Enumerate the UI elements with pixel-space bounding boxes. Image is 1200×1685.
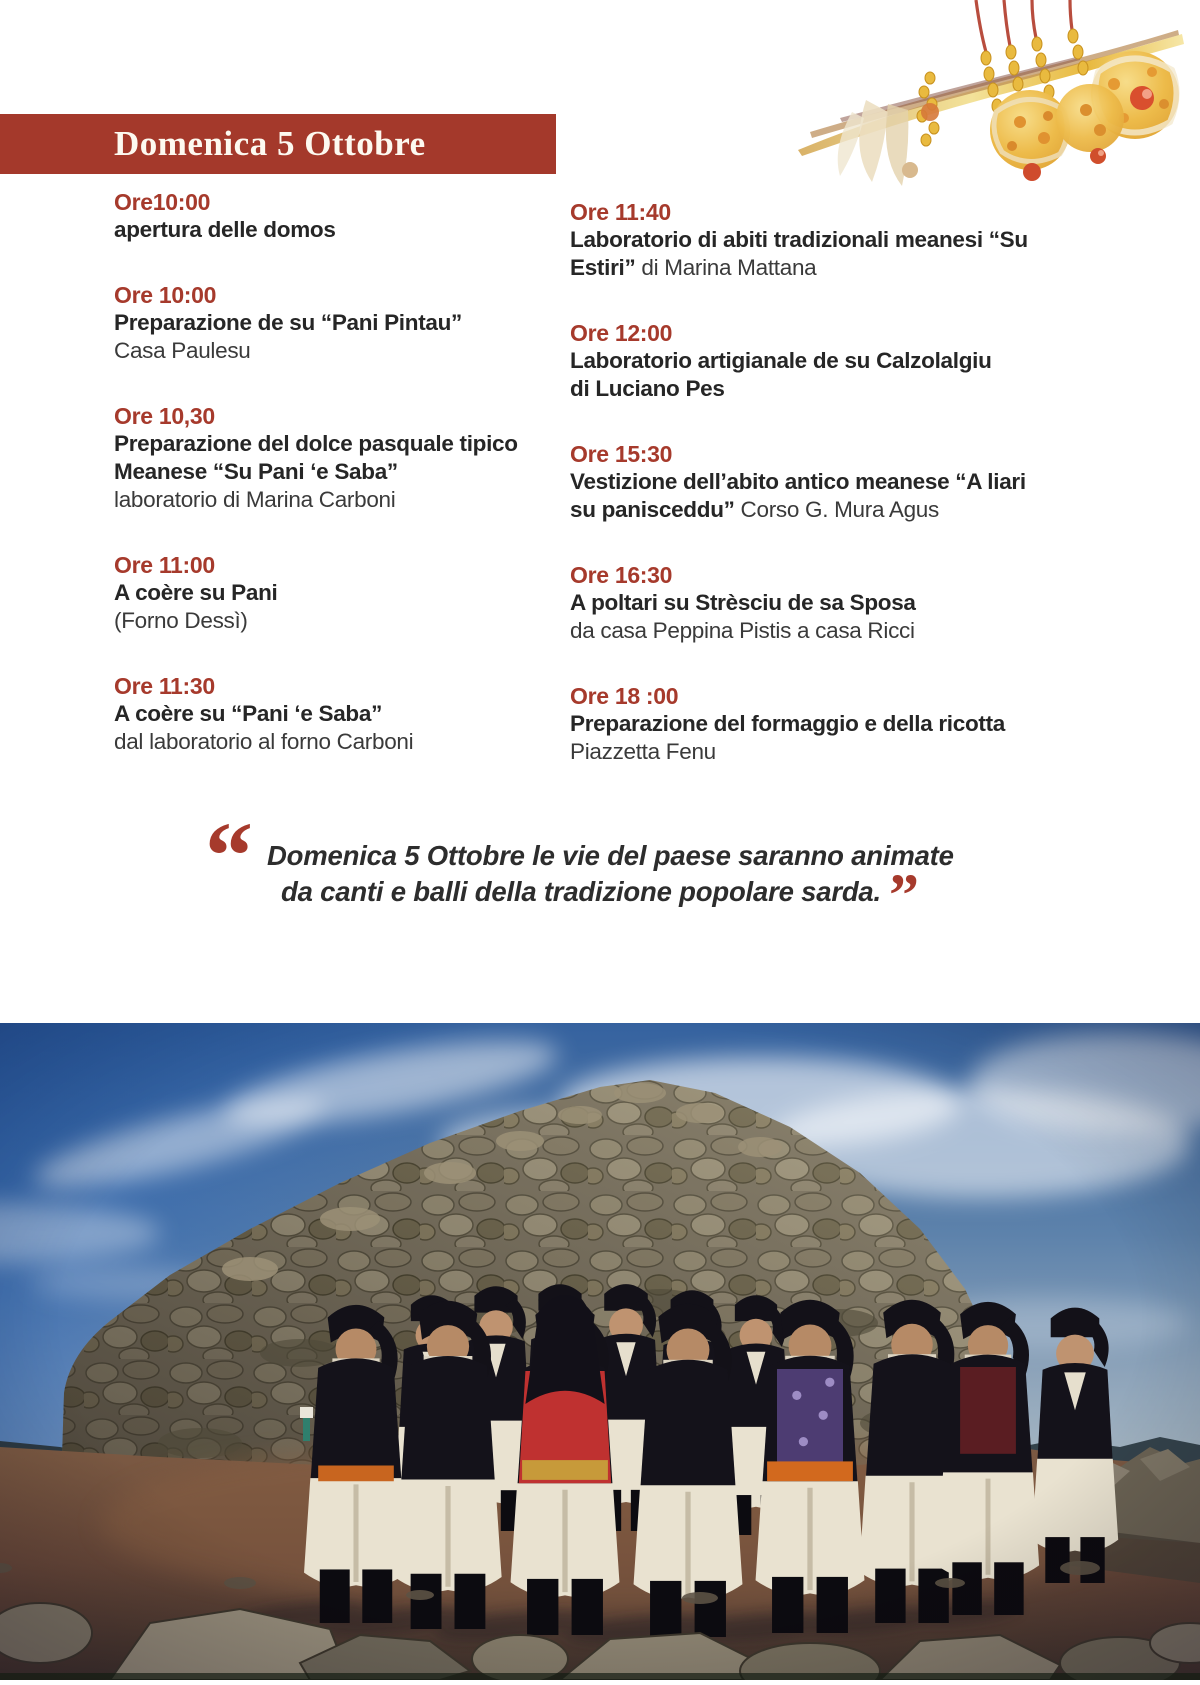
event-left-2 (114, 402, 566, 514)
event-line (570, 468, 1040, 496)
event-time: Ore 10,30 (114, 403, 215, 429)
event-title-text: Preparazione del formaggio e della ricotta (570, 711, 1006, 736)
event-line (114, 337, 566, 365)
event-detail-text: (Forno Dessì) (114, 608, 248, 633)
event-line (114, 486, 566, 514)
event-line (114, 728, 566, 756)
date-banner (0, 114, 556, 174)
event-detail-text: Casa Paulesu (114, 338, 251, 363)
event-line (570, 254, 1040, 282)
event-line (114, 458, 566, 486)
nuraghe-photo (0, 1023, 1200, 1680)
event-detail-text: Corso G. Mura Agus (734, 497, 939, 522)
event-line (114, 579, 566, 607)
event-detail-text: Piazzetta Fenu (570, 739, 716, 764)
event-title-text: Preparazione del dolce pasquale tipico (114, 431, 518, 456)
event-line (114, 607, 566, 635)
event-title-text: A coère su “Pani ‘e Saba” (114, 701, 383, 726)
event-title-text: Meanese “Su Pani ‘e Saba” (114, 459, 398, 484)
event-time: Ore 18 :00 (570, 683, 679, 709)
event-detail-text: di Marina Mattana (635, 255, 817, 280)
event-title-text: A poltari su Strèsciu de sa Sposa (570, 590, 916, 615)
event-line (570, 617, 1040, 645)
event-time: Ore 10:00 (114, 282, 217, 308)
event-line (570, 347, 1040, 375)
schedule-column-left (114, 188, 566, 793)
event-line (114, 309, 566, 337)
event-detail-text: da casa Peppina Pistis a casa Ricci (570, 618, 915, 643)
event-line (570, 496, 1040, 524)
event-title-text: Preparazione de su “Pani Pintau” (114, 310, 462, 335)
event-line (570, 738, 1040, 766)
event-line (570, 226, 1040, 254)
nuraghe-photo-art (0, 1023, 1200, 1680)
event-title-text: Estiri” (570, 255, 636, 280)
event-right-1 (570, 319, 1040, 403)
event-time: Ore 16:30 (570, 562, 673, 588)
event-title-text: su panisceddu” (570, 497, 735, 522)
event-line (114, 216, 566, 244)
event-left-4 (114, 672, 566, 756)
event-detail-text: laboratorio di Marina Carboni (114, 487, 396, 512)
event-title-text: Laboratorio artigianale de su Calzolalgiu (570, 348, 992, 373)
event-title-text: A coère su Pani (114, 580, 278, 605)
event-line (570, 710, 1040, 738)
event-time: Ore 11:30 (114, 673, 215, 699)
schedule-column-right (570, 198, 1040, 803)
page-title: Domenica 5 Ottobre (114, 124, 426, 163)
quote-text (267, 826, 954, 928)
event-line (114, 700, 566, 728)
pani-pintau-illustration (780, 0, 1200, 195)
event-left-1 (114, 281, 566, 365)
event-title-text: di Luciano Pes (570, 376, 725, 401)
event-time: Ore 11:00 (114, 552, 215, 578)
event-right-4 (570, 682, 1040, 766)
event-line (570, 589, 1040, 617)
event-time: Ore 11:40 (570, 199, 671, 225)
close-quote-icon: ” (888, 862, 919, 928)
event-line (114, 430, 566, 458)
event-title-text: Vestizione dell’abito antico meanese “A liari (570, 469, 1026, 494)
event-title-text: Laboratorio di abiti tradizionali meanesi “Su (570, 227, 1028, 252)
event-right-2 (570, 440, 1040, 524)
event-right-0 (570, 198, 1040, 282)
event-left-3 (114, 551, 566, 635)
event-time: Ore10:00 (114, 189, 211, 215)
event-left-0 (114, 188, 566, 244)
quote-line-2: da canti e balli della tradizione popolare sarda. ” (281, 862, 919, 928)
event-right-3 (570, 561, 1040, 645)
event-title-text: apertura delle domos (114, 217, 336, 242)
event-time: Ore 12:00 (570, 320, 673, 346)
open-quote-icon: “ (205, 802, 253, 909)
event-time: Ore 15:30 (570, 441, 673, 467)
event-line (570, 375, 1040, 403)
quote-line-1: Domenica 5 Ottobre le vie del paese saranno animate (267, 840, 954, 871)
hanging-breads-icon (780, 0, 1200, 195)
event-detail-text: dal laboratorio al forno Carboni (114, 729, 414, 754)
quote-block (205, 802, 995, 928)
